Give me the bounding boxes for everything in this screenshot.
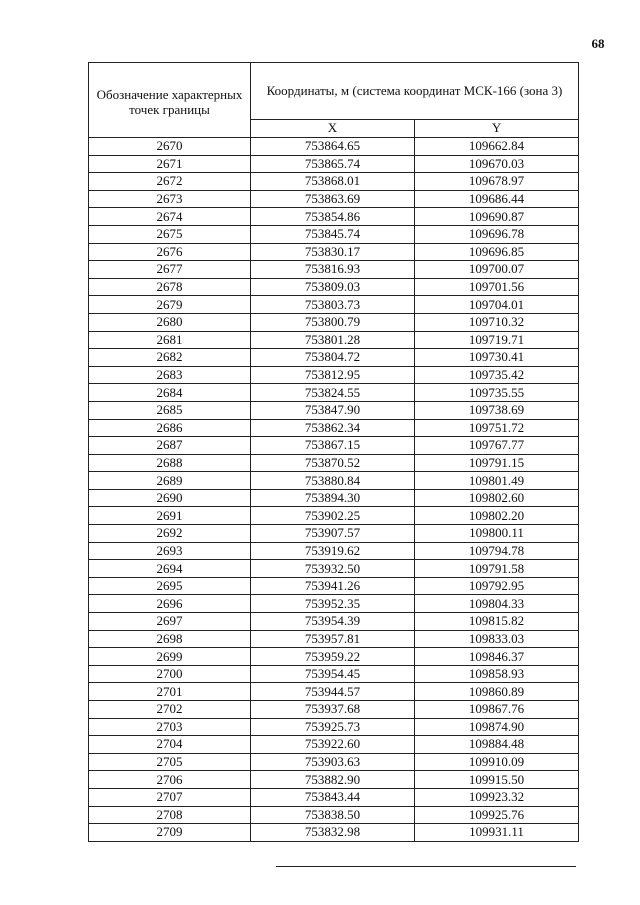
coordinates-table <box>88 62 579 842</box>
point-id-cell: 2687 <box>89 437 251 455</box>
point-id-cell: 2700 <box>89 665 251 683</box>
table-row <box>89 401 579 419</box>
table-row <box>89 701 579 719</box>
y-coordinate-cell: 109719.71 <box>415 331 579 349</box>
table-row <box>89 665 579 683</box>
x-coordinate-cell: 753843.44 <box>251 788 415 806</box>
table-row <box>89 173 579 191</box>
header-point-designation: Обозначение характерных точек границы <box>89 63 251 138</box>
table-row <box>89 366 579 384</box>
point-id-cell: 2675 <box>89 225 251 243</box>
footer-rule <box>276 866 576 867</box>
header-y: Y <box>415 119 579 137</box>
x-coordinate-cell: 753838.50 <box>251 806 415 824</box>
point-id-cell: 2709 <box>89 824 251 842</box>
table-row <box>89 138 579 156</box>
y-coordinate-cell: 109915.50 <box>415 771 579 789</box>
table-row <box>89 454 579 472</box>
x-coordinate-cell: 753830.17 <box>251 243 415 261</box>
x-coordinate-cell: 753902.25 <box>251 507 415 525</box>
x-coordinate-cell: 753864.65 <box>251 138 415 156</box>
x-coordinate-cell: 753812.95 <box>251 366 415 384</box>
point-id-cell: 2706 <box>89 771 251 789</box>
y-coordinate-cell: 109735.42 <box>415 366 579 384</box>
table-row <box>89 595 579 613</box>
table-row <box>89 824 579 842</box>
point-id-cell: 2703 <box>89 718 251 736</box>
x-coordinate-cell: 753809.03 <box>251 278 415 296</box>
y-coordinate-cell: 109701.56 <box>415 278 579 296</box>
point-id-cell: 2681 <box>89 331 251 349</box>
x-coordinate-cell: 753922.60 <box>251 736 415 754</box>
point-id-cell: 2670 <box>89 138 251 156</box>
point-id-cell: 2689 <box>89 472 251 490</box>
point-id-cell: 2683 <box>89 366 251 384</box>
x-coordinate-cell: 753880.84 <box>251 472 415 490</box>
x-coordinate-cell: 753932.50 <box>251 560 415 578</box>
x-coordinate-cell: 753803.73 <box>251 296 415 314</box>
point-id-cell: 2686 <box>89 419 251 437</box>
table-row <box>89 489 579 507</box>
point-id-cell: 2676 <box>89 243 251 261</box>
point-id-cell: 2708 <box>89 806 251 824</box>
point-id-cell: 2695 <box>89 577 251 595</box>
x-coordinate-cell: 753952.35 <box>251 595 415 613</box>
point-id-cell: 2707 <box>89 788 251 806</box>
point-id-cell: 2688 <box>89 454 251 472</box>
x-coordinate-cell: 753944.57 <box>251 683 415 701</box>
table-row <box>89 155 579 173</box>
point-id-cell: 2698 <box>89 630 251 648</box>
y-coordinate-cell: 109804.33 <box>415 595 579 613</box>
table-row <box>89 771 579 789</box>
page-number: 68 <box>591 36 605 51</box>
table-row <box>89 243 579 261</box>
table-row <box>89 577 579 595</box>
y-coordinate-cell: 109696.85 <box>415 243 579 261</box>
y-coordinate-cell: 109800.11 <box>415 525 579 543</box>
y-coordinate-cell: 109794.78 <box>415 542 579 560</box>
point-id-cell: 2694 <box>89 560 251 578</box>
y-coordinate-cell: 109802.60 <box>415 489 579 507</box>
point-id-cell: 2691 <box>89 507 251 525</box>
point-id-cell: 2674 <box>89 208 251 226</box>
y-coordinate-cell: 109738.69 <box>415 401 579 419</box>
y-coordinate-cell: 109833.03 <box>415 630 579 648</box>
point-id-cell: 2690 <box>89 489 251 507</box>
x-coordinate-cell: 753959.22 <box>251 648 415 666</box>
x-coordinate-cell: 753863.69 <box>251 190 415 208</box>
x-coordinate-cell: 753862.34 <box>251 419 415 437</box>
y-coordinate-cell: 109802.20 <box>415 507 579 525</box>
point-id-cell: 2702 <box>89 701 251 719</box>
point-id-cell: 2671 <box>89 155 251 173</box>
y-coordinate-cell: 109858.93 <box>415 665 579 683</box>
table-row <box>89 560 579 578</box>
header-x: X <box>251 119 415 137</box>
y-coordinate-cell: 109662.84 <box>415 138 579 156</box>
table-row <box>89 718 579 736</box>
y-coordinate-cell: 109867.76 <box>415 701 579 719</box>
y-coordinate-cell: 109704.01 <box>415 296 579 314</box>
x-coordinate-cell: 753903.63 <box>251 753 415 771</box>
x-coordinate-cell: 753816.93 <box>251 261 415 279</box>
x-coordinate-cell: 753832.98 <box>251 824 415 842</box>
point-id-cell: 2704 <box>89 736 251 754</box>
y-coordinate-cell: 109884.48 <box>415 736 579 754</box>
x-coordinate-cell: 753867.15 <box>251 437 415 455</box>
x-coordinate-cell: 753954.45 <box>251 665 415 683</box>
point-id-cell: 2696 <box>89 595 251 613</box>
y-coordinate-cell: 109925.76 <box>415 806 579 824</box>
table-row <box>89 806 579 824</box>
x-coordinate-cell: 753865.74 <box>251 155 415 173</box>
table-row <box>89 419 579 437</box>
x-coordinate-cell: 753845.74 <box>251 225 415 243</box>
point-id-cell: 2705 <box>89 753 251 771</box>
point-id-cell: 2678 <box>89 278 251 296</box>
table-row <box>89 208 579 226</box>
y-coordinate-cell: 109678.97 <box>415 173 579 191</box>
y-coordinate-cell: 109860.89 <box>415 683 579 701</box>
point-id-cell: 2692 <box>89 525 251 543</box>
x-coordinate-cell: 753925.73 <box>251 718 415 736</box>
point-id-cell: 2693 <box>89 542 251 560</box>
point-id-cell: 2699 <box>89 648 251 666</box>
y-coordinate-cell: 109846.37 <box>415 648 579 666</box>
point-id-cell: 2684 <box>89 384 251 402</box>
table-row <box>89 384 579 402</box>
y-coordinate-cell: 109910.09 <box>415 753 579 771</box>
table-row <box>89 630 579 648</box>
table-row <box>89 349 579 367</box>
point-id-cell: 2697 <box>89 613 251 631</box>
y-coordinate-cell: 109874.90 <box>415 718 579 736</box>
y-coordinate-cell: 109696.78 <box>415 225 579 243</box>
table-row <box>89 472 579 490</box>
table-row <box>89 648 579 666</box>
x-coordinate-cell: 753801.28 <box>251 331 415 349</box>
table-row <box>89 507 579 525</box>
x-coordinate-cell: 753894.30 <box>251 489 415 507</box>
x-coordinate-cell: 753854.86 <box>251 208 415 226</box>
table-row <box>89 437 579 455</box>
x-coordinate-cell: 753937.68 <box>251 701 415 719</box>
header-coordinates: Координаты, м (система координат МСК-166 (зона 3) <box>251 63 579 120</box>
point-id-cell: 2682 <box>89 349 251 367</box>
table-row <box>89 683 579 701</box>
point-id-cell: 2701 <box>89 683 251 701</box>
point-id-cell: 2685 <box>89 401 251 419</box>
y-coordinate-cell: 109791.15 <box>415 454 579 472</box>
y-coordinate-cell: 109792.95 <box>415 577 579 595</box>
table-row <box>89 736 579 754</box>
y-coordinate-cell: 109700.07 <box>415 261 579 279</box>
table-row <box>89 313 579 331</box>
y-coordinate-cell: 109931.11 <box>415 824 579 842</box>
y-coordinate-cell: 109791.58 <box>415 560 579 578</box>
x-coordinate-cell: 753907.57 <box>251 525 415 543</box>
y-coordinate-cell: 109735.55 <box>415 384 579 402</box>
y-coordinate-cell: 109670.03 <box>415 155 579 173</box>
table-row <box>89 613 579 631</box>
x-coordinate-cell: 753919.62 <box>251 542 415 560</box>
y-coordinate-cell: 109730.41 <box>415 349 579 367</box>
table-row <box>89 788 579 806</box>
y-coordinate-cell: 109923.32 <box>415 788 579 806</box>
x-coordinate-cell: 753954.39 <box>251 613 415 631</box>
table-row <box>89 278 579 296</box>
point-id-cell: 2672 <box>89 173 251 191</box>
x-coordinate-cell: 753804.72 <box>251 349 415 367</box>
table-row <box>89 753 579 771</box>
point-id-cell: 2679 <box>89 296 251 314</box>
y-coordinate-cell: 109690.87 <box>415 208 579 226</box>
y-coordinate-cell: 109801.49 <box>415 472 579 490</box>
point-id-cell: 2673 <box>89 190 251 208</box>
x-coordinate-cell: 753868.01 <box>251 173 415 191</box>
table-row <box>89 225 579 243</box>
y-coordinate-cell: 109686.44 <box>415 190 579 208</box>
table-row <box>89 525 579 543</box>
table-row <box>89 296 579 314</box>
x-coordinate-cell: 753941.26 <box>251 577 415 595</box>
table-row <box>89 331 579 349</box>
x-coordinate-cell: 753847.90 <box>251 401 415 419</box>
x-coordinate-cell: 753824.55 <box>251 384 415 402</box>
x-coordinate-cell: 753800.79 <box>251 313 415 331</box>
y-coordinate-cell: 109710.32 <box>415 313 579 331</box>
y-coordinate-cell: 109767.77 <box>415 437 579 455</box>
table-row <box>89 542 579 560</box>
x-coordinate-cell: 753957.81 <box>251 630 415 648</box>
table-row <box>89 261 579 279</box>
y-coordinate-cell: 109751.72 <box>415 419 579 437</box>
y-coordinate-cell: 109815.82 <box>415 613 579 631</box>
x-coordinate-cell: 753870.52 <box>251 454 415 472</box>
point-id-cell: 2680 <box>89 313 251 331</box>
x-coordinate-cell: 753882.90 <box>251 771 415 789</box>
point-id-cell: 2677 <box>89 261 251 279</box>
table-row <box>89 190 579 208</box>
